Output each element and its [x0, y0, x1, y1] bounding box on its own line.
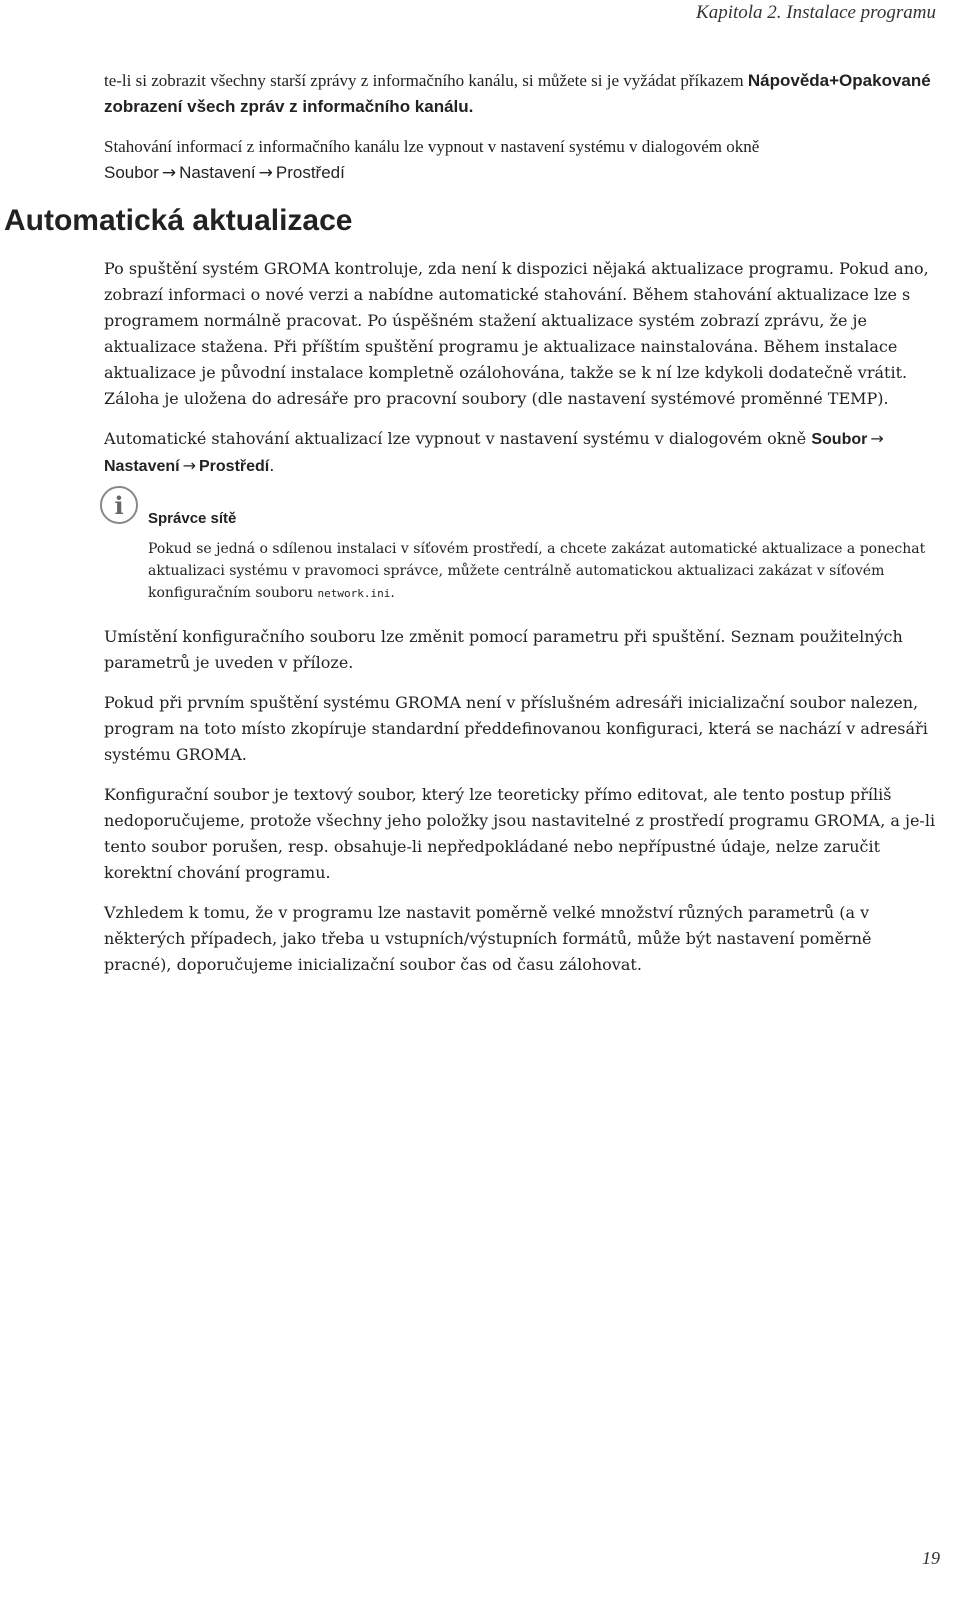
file-name: network.ini — [317, 587, 391, 600]
note-title: Správce sítě — [148, 510, 237, 527]
paragraph: Vzhledem k tomu, že v programu lze nastavit poměrně velké množství různých parametrů (a v některých případech, jako třeba u vstupních/výstupních formátů, může být nastavení poměrně pracné), doporučujeme inicializační soubor čas od času zálohovat. — [104, 903, 872, 974]
section-paragraph-2: Automatické stahování aktualizací lze vypnout v nastavení systému v dialogovém okně Soubor → Nastavení → Prostředí. — [104, 426, 940, 480]
menu-path-item: Prostředí — [275, 163, 345, 182]
paragraph: Konfigurační soubor je textový soubor, který lze teoreticky přímo editovat, ale tento postup příliš nedoporučujeme, protože všechny jeho položky jsou nastavitelné z prostředí programu GROMA, a je-li tento soubor porušen, resp. obsahuje-li nepředpokládané nebo nepřípustné údaje, nelze zaručit korektní chování programu. — [104, 785, 936, 882]
arrow-right-icon: → — [182, 456, 196, 475]
page-number: 19 — [922, 1548, 940, 1568]
running-header: Kapitola 2. Instalace programu — [696, 2, 936, 23]
menu-command: Nápověda+Opakované zobrazení všech zpráv z informačního kanálu. — [104, 71, 931, 116]
body-paragraphs — [104, 624, 940, 978]
intro-block — [104, 68, 940, 186]
section-title: Automatická aktualizace — [4, 204, 353, 237]
note-body — [148, 538, 938, 605]
menu-path-item: Prostředí — [199, 458, 270, 475]
paragraph: Umístění konfiguračního souboru lze změnit pomocí parametru při spuštění. Seznam použitelných parametrů je uveden v příloze. — [104, 627, 903, 672]
arrow-right-icon: → — [870, 429, 884, 448]
arrow-right-icon: → — [258, 163, 273, 183]
menu-path-item: Soubor — [104, 163, 159, 182]
menu-path-item: Soubor — [811, 431, 868, 448]
section-body — [104, 256, 940, 480]
menu-path-item: Nastavení — [104, 458, 180, 475]
intro-paragraph-1: te-li si zobrazit všechny starší zprávy z informačního kanálu, si můžete si je vyžádat příkazem Nápověda+Opakované zobrazení všech zpráv z informačního kanálu. — [104, 71, 931, 116]
paragraph: Pokud při prvním spuštění systému GROMA není v příslušném adresáři inicializační soubor nalezen, program na toto místo zkopíruje standardní předdefinovanou konfiguraci, která se nachází v adresáři systému GROMA. — [104, 693, 928, 764]
arrow-right-icon: → — [161, 163, 177, 183]
menu-path-item: Nastavení — [179, 163, 256, 182]
info-icon: i — [100, 486, 138, 524]
note-text: Pokud se jedná o sdílenou instalaci v síťovém prostředí, a chcete zakázat automatické aktualizace a ponechat aktualizaci systému v pravomoci správce, můžete centrálně automatickou aktualizaci zakázat v síťovém konfiguračním souboru network.ini. — [148, 541, 926, 601]
intro-paragraph-2: Stahování informací z informačního kanálu lze vypnout v nastavení systému v dialogovém okně Soubor → Nastavení → Prostředí — [104, 137, 760, 183]
section-paragraph: Po spuštění systém GROMA kontroluje, zda není k dispozici nějaká aktualizace programu. Pokud ano, zobrazí informaci o nové verzi a nabídne automatické stahování. Během stahování aktualizace lze s programem normálně pracovat. Po úspěšném stažení aktualizace systém zobrazí zprávu, že je aktualizace stažena. Při příštím spuštění programu je aktualizace nainstalována. Během instalace aktualizace je původní instalace kompletně ozálohována, takže se k ní lze kdykoli dodatečně vrátit. Záloha je uložena do adresáře pro pracovní soubory (dle nastavení systémové proměnné TEMP). — [104, 259, 929, 408]
